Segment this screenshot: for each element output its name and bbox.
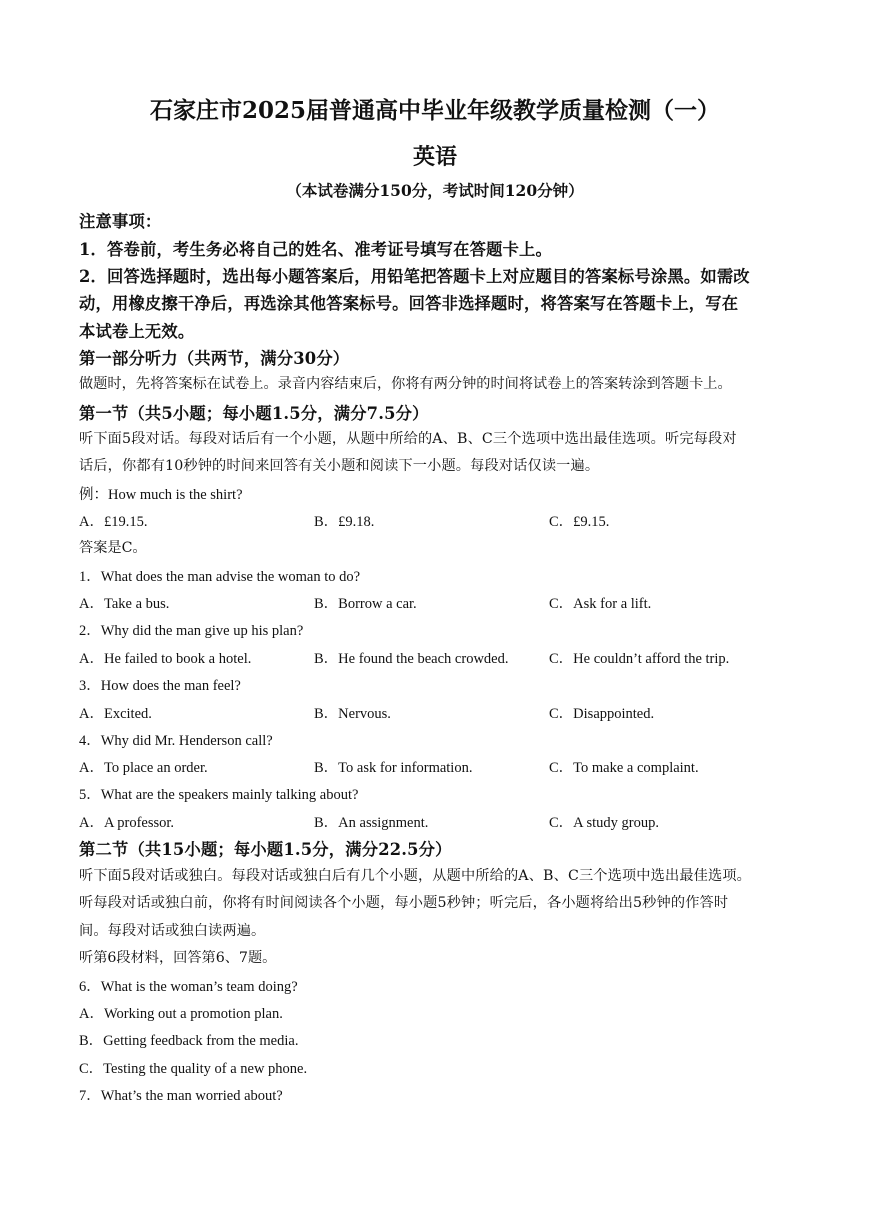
- part1-heading: 第一部分听力（共两节，满分30分）: [79, 349, 350, 368]
- question-3-option-b: B．Nervous.: [314, 706, 391, 722]
- question-2-option-c: C．He couldn’t afford the trip.: [549, 651, 730, 667]
- question-5: 5．What are the speakers mainly talking about?: [79, 787, 359, 803]
- question-6-option-b: B．Getting feedback from the media.: [79, 1033, 299, 1049]
- question-7: 7．What’s the man worried about?: [79, 1088, 283, 1104]
- question-1-option-b: B．Borrow a car.: [314, 596, 417, 612]
- question-1-option-c: C．Ask for a lift.: [549, 596, 652, 612]
- section2-heading: 第二节（共15小题；每小题1.5分，满分22.5分）: [79, 840, 452, 859]
- exam-info: （本试卷满分150分，考试时间120分钟）: [286, 181, 584, 200]
- example-answer: 答案是C。: [79, 540, 147, 556]
- section1-instruction-line-1: 听下面5段对话。每段对话后有一个小题，从题中所给的A、B、C三个选项中选出最佳选项。听完每段对: [79, 431, 737, 447]
- question-4: 4．Why did Mr. Henderson call?: [79, 733, 273, 749]
- notice-heading: 注意事项：: [79, 212, 162, 231]
- question-6-option-a: A．Working out a promotion plan.: [79, 1006, 283, 1022]
- notice-item-2-line-3: 本试卷上无效。: [79, 322, 195, 341]
- notice-item-2-line-1: 2．回答选择题时，选出每小题答案后，用铅笔把答题卡上对应题目的答案标号涂黑。如需改: [79, 267, 750, 286]
- example-option-b: B．£9.18.: [314, 514, 375, 530]
- question-3-option-c: C．Disappointed.: [549, 706, 655, 722]
- question-4-option-a: A．To place an order.: [79, 760, 208, 776]
- question-5-option-c: C．A study group.: [549, 815, 659, 831]
- example-question: 例：How much is the shirt?: [79, 487, 243, 503]
- section1-instruction-line-2: 话后，你都有10秒钟的时间来回答有关小题和阅读下一小题。每段对话仅读一遍。: [79, 458, 600, 474]
- question-5-option-b: B．An assignment.: [314, 815, 429, 831]
- section2-instruction-line-3: 间。每段对话或独白读两遍。: [79, 923, 266, 939]
- question-2-option-b: B．He found the beach crowded.: [314, 651, 509, 667]
- subject-title: 英语: [412, 144, 457, 170]
- question-6-option-c: C．Testing the quality of a new phone.: [79, 1061, 308, 1077]
- part1-instruction: 做题时，先将答案标在试卷上。录音内容结束后，你将有两分钟的时间将试卷上的答案转涂到答题卡上。: [79, 376, 732, 392]
- question-2-option-a: A．He failed to book a hotel.: [79, 651, 252, 667]
- example-option-c: C．£9.15.: [549, 514, 610, 530]
- section2-instruction-line-1: 听下面5段对话或独白。每段对话或独白后有几个小题，从题中所给的A、B、C三个选项中选出最佳选项。: [79, 868, 752, 884]
- question-5-option-a: A．A professor.: [79, 815, 175, 831]
- question-1: 1．What does the man advise the woman to do?: [79, 569, 361, 585]
- section1-heading: 第一节（共5小题；每小题1.5分，满分7.5分）: [79, 404, 429, 423]
- question-4-option-c: C．To make a complaint.: [549, 760, 699, 776]
- section2-instruction-line-2: 听每段对话或独白前，你将有时间阅读各个小题，每小题5秒钟；听完后，各小题将给出5秒钟的作答时: [79, 895, 729, 911]
- notice-item-1: 1．答卷前，考生务必将自己的姓名、准考证号填写在答题卡上。: [79, 240, 553, 259]
- example-option-a: A．£19.15.: [79, 514, 148, 530]
- question-4-option-b: B．To ask for information.: [314, 760, 473, 776]
- material-6-heading: 听第6段材料，回答第6、7题。: [79, 950, 277, 966]
- question-2: 2．Why did the man give up his plan?: [79, 623, 304, 639]
- question-6: 6．What is the woman’s team doing?: [79, 979, 298, 995]
- exam-title: 石家庄市2025届普通高中毕业年级教学质量检测（一）: [149, 97, 720, 124]
- notice-item-2-line-2: 动，用橡皮擦干净后，再选涂其他答案标号。回答非选择题时，将答案写在答题卡上，写在: [79, 294, 739, 313]
- question-1-option-a: A．Take a bus.: [79, 596, 170, 612]
- question-3: 3．How does the man feel?: [79, 678, 241, 694]
- question-3-option-a: A．Excited.: [79, 706, 152, 722]
